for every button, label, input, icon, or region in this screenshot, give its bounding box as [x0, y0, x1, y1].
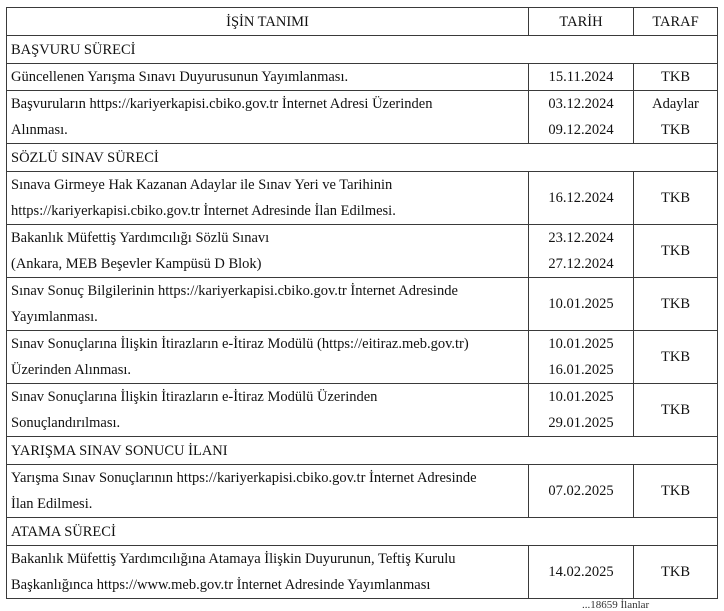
task-party: [634, 278, 718, 331]
task-description-line: https://kariyerkapisi.cbiko.gov.tr İnternet Adresinde İlan Edilmesi.: [11, 203, 396, 219]
task-description-line: Bakanlık Müfettiş Yardımcılığı Sözlü Sınavı: [11, 230, 270, 246]
task-date-line: 14.02.2025: [548, 564, 614, 580]
task-description-line: Bakanlık Müfettiş Yardımcılığına Atamaya İlişkin Duyurunun, Teftiş Kurulu: [11, 551, 456, 567]
table-row: [7, 91, 718, 144]
table-row: [7, 172, 718, 225]
task-description: [7, 384, 529, 437]
section-row: [7, 36, 718, 64]
task-date: [529, 225, 634, 278]
task-party: [634, 384, 718, 437]
task-description: [7, 331, 529, 384]
table-body: [7, 36, 718, 599]
table-row: [7, 384, 718, 437]
task-description-line: Üzerinden Alınması.: [11, 362, 132, 378]
header-date: TARİH: [529, 8, 634, 36]
task-party-line: TKB: [661, 349, 690, 365]
task-party: [634, 172, 718, 225]
task-description-line: Sınav Sonuçlarına İlişkin İtirazların e-İtiraz Modülü (https://eitiraz.meb.gov.tr): [11, 336, 469, 352]
task-party-line: Adaylar: [652, 96, 699, 112]
table-row: [7, 64, 718, 91]
task-date-line: 29.01.2025: [548, 415, 614, 431]
task-description-line: Sonuçlandırılması.: [11, 415, 121, 431]
task-party-line: TKB: [661, 296, 690, 312]
task-description-line: Güncellenen Yarışma Sınavı Duyurusunun Yayımlanması.: [11, 69, 349, 85]
task-party-line: TKB: [661, 190, 690, 206]
task-date-line: 27.12.2024: [548, 256, 614, 272]
task-date-line: 10.01.2025: [548, 296, 614, 312]
header-description: İŞİN TANIMI: [7, 8, 529, 36]
task-party: [634, 331, 718, 384]
task-party-line: TKB: [661, 483, 690, 499]
task-date: [529, 91, 634, 144]
task-description-line: Sınav Sonuç Bilgilerinin https://kariyerkapisi.cbiko.gov.tr İnternet Adresinde: [11, 283, 458, 299]
task-date: [529, 465, 634, 518]
task-party-line: TKB: [661, 69, 690, 85]
task-party-line: TKB: [661, 243, 690, 259]
task-date-line: 16.01.2025: [548, 362, 614, 378]
task-description-line: Yarışma Sınav Sonuçlarının https://kariyerkapisi.cbiko.gov.tr İnternet Adresinde: [11, 470, 477, 486]
task-date-line: 10.01.2025: [548, 389, 614, 405]
page-footer-note: ...18659 İlanlar: [582, 599, 650, 611]
task-date-line: 09.12.2024: [548, 122, 614, 138]
task-description-line: Yayımlanması.: [11, 309, 98, 325]
header-row: [7, 8, 718, 36]
table-row: [7, 465, 718, 518]
task-description: [7, 546, 529, 599]
section-row: [7, 144, 718, 172]
section-title: ATAMA SÜRECİ: [7, 518, 718, 546]
task-description-line: (Ankara, MEB Beşevler Kampüsü D Blok): [11, 256, 262, 272]
task-description-line: Başvuruların https://kariyerkapisi.cbiko.gov.tr İnternet Adresi Üzerinden: [11, 96, 433, 112]
task-date: [529, 64, 634, 91]
section-title: BAŞVURU SÜRECİ: [7, 36, 718, 64]
task-date-line: 07.02.2025: [548, 483, 614, 499]
schedule-table: [6, 7, 718, 599]
task-date-line: 16.12.2024: [548, 190, 614, 206]
task-description: [7, 465, 529, 518]
task-description-line: İlan Edilmesi.: [11, 496, 93, 512]
task-date: [529, 384, 634, 437]
task-date-line: 15.11.2024: [548, 69, 614, 85]
section-row: [7, 437, 718, 465]
section-title: YARIŞMA SINAV SONUCU İLANI: [7, 437, 718, 465]
task-date: [529, 546, 634, 599]
task-date-line: 10.01.2025: [548, 336, 614, 352]
table-row: [7, 331, 718, 384]
task-description: [7, 64, 529, 91]
task-party: [634, 546, 718, 599]
task-description: [7, 91, 529, 144]
table-row: [7, 278, 718, 331]
task-date-line: 23.12.2024: [548, 230, 614, 246]
task-description-line: Sınava Girmeye Hak Kazanan Adaylar ile Sınav Yeri ve Tarihinin: [11, 177, 393, 193]
section-row: [7, 518, 718, 546]
task-description: [7, 172, 529, 225]
task-description: [7, 278, 529, 331]
task-date: [529, 172, 634, 225]
task-description-line: Sınav Sonuçlarına İlişkin İtirazların e-İtiraz Modülü Üzerinden: [11, 389, 378, 405]
header-party: TARAF: [634, 8, 718, 36]
task-party-line: TKB: [661, 402, 690, 418]
task-date: [529, 331, 634, 384]
task-party: [634, 465, 718, 518]
task-date: [529, 278, 634, 331]
task-party-line: TKB: [661, 564, 690, 580]
table-row: [7, 546, 718, 599]
task-party: [634, 64, 718, 91]
task-date-line: 03.12.2024: [548, 96, 614, 112]
task-description: [7, 225, 529, 278]
task-party-line: TKB: [661, 122, 690, 138]
task-party: [634, 91, 718, 144]
table-row: [7, 225, 718, 278]
task-description-line: Başkanlığınca https://www.meb.gov.tr İnternet Adresinde Yayımlanması: [11, 577, 431, 593]
section-title: SÖZLÜ SINAV SÜRECİ: [7, 144, 718, 172]
task-description-line: Alınması.: [11, 122, 68, 138]
task-party: [634, 225, 718, 278]
